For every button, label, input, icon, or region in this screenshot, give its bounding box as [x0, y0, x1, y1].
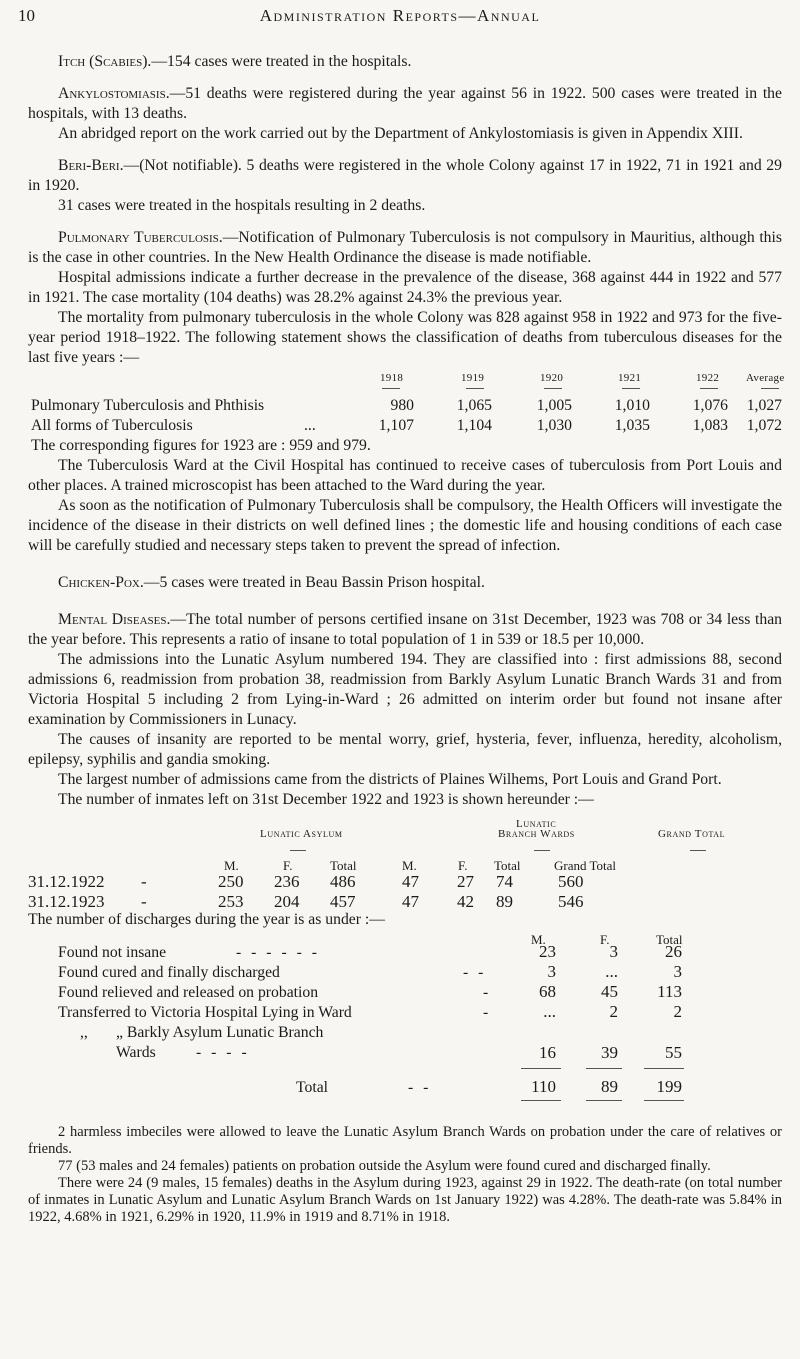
discharges-label: Found cured and finally discharged [58, 964, 280, 981]
chickenpox-paragraph [28, 573, 782, 593]
inmates-cell: 89 [496, 892, 513, 911]
tuberculosis-admissions: Hospital admissions indicate a further decrease in the prevalence of the disease, 368 against 444 in 1922 and 577 in 1921. The case mortality (104 deaths) was 28.2% against 24.3% the previous year. [28, 269, 782, 306]
inmates-cell: 546 [558, 892, 584, 911]
discharges-table [28, 930, 782, 1102]
ankylostomiasis-text: —51 deaths were registered during the year against 56 in 1922. 500 cases were treated in the hospitals, with 13 deaths. [28, 85, 782, 122]
beriberi-text: —(Not notifiable). 5 deaths were registered in the whole Colony against 17 in 1922, 71 in 1921 and 29 in 1920. [28, 157, 782, 194]
tb-row-label: Pulmonary Tuberculosis and Phthisis [31, 397, 265, 414]
itch-heading: Itch (Scabies). [58, 53, 152, 70]
discharges-ditto: ,, [80, 1024, 88, 1041]
discharges-leader: - [483, 984, 489, 1001]
discharges-cell: 39 [601, 1043, 618, 1062]
mental-districts: The largest number of admissions came from the districts of Plaines Wilhems, Port Louis and Grand Port. [58, 771, 722, 788]
discharges-cell: 3 [673, 962, 682, 981]
inmates-cell: 47 [402, 892, 419, 911]
inmates-sub: M. [402, 858, 417, 873]
tuberculosis-ward: The Tuberculosis Ward at the Civil Hospital has continued to receive cases of tuberculosis from Port Louis and other places. A trained microscopist has been attached to the Ward during the year. [28, 457, 782, 494]
tb-col-average: Average [746, 372, 785, 384]
discharges-total-cell: 89 [601, 1077, 618, 1096]
mental-admissions: The admissions into the Lunatic Asylum numbered 194. They are classified into : first admissions 88, second admissions 6, readmission from probation 38, readmission from Barkly Asylum Lunatic Branch Wards 31 and from Victoria Hospital 5 including 2 from Lying-in-Ward ; 26 admitted on interim order but found not insane after examination by Commissioners in Lunacy. [28, 651, 782, 728]
discharges-cell: 26 [665, 942, 682, 961]
tb-cell: 1,030 [536, 417, 572, 434]
inmates-sub: F. [458, 858, 468, 873]
mental-inmates-intro: The number of inmates left on 31st December 1922 and 1923 is shown hereunder :— [58, 791, 594, 808]
discharges-cell: 55 [665, 1043, 682, 1062]
tb-cell: 1,065 [456, 397, 492, 414]
itch-paragraph [28, 52, 782, 72]
tb-cell: 980 [390, 397, 414, 414]
inmates-cell: 560 [558, 872, 584, 891]
mental-deaths: There were 24 (9 males, 15 females) deaths in the Asylum during 1923, against 29 in 1922. The death-rate (on total number of inmates in Lunatic Asylum and Lunatic Asylum Branch Wards on 1st January 1922) was 4.28%. The death-rate was 5.84% in 1922, 4.68% in 1921, 6.29% in 1920, 11.9% in 1919 and 8.71% in 1918. [28, 1175, 782, 1225]
tb-col-1921: 1921 [618, 372, 642, 384]
discharges-label: „ Barkly Asylum Lunatic Branch [116, 1024, 324, 1041]
discharges-cell: 113 [657, 982, 682, 1001]
beriberi-cases: 31 cases were treated in the hospitals resulting in 2 deaths. [58, 197, 426, 214]
discharges-label: Transferred to Victoria Hospital Lying in Ward [58, 1004, 352, 1021]
inmates-cell: 27 [457, 872, 474, 891]
tuberculosis-mortality: The mortality from pulmonary tuberculosis in the whole Colony was 828 against 958 in 1922 and 973 for the five-year period 1918–1922. The following statement shows the classification of deaths from tuberculous diseases for the last five years :— [28, 309, 782, 366]
discharges-cell: 45 [601, 982, 618, 1001]
inmates-cell: 204 [274, 892, 300, 911]
tb-header-rules [28, 384, 782, 396]
inmates-group-branch-2: Branch Wards [498, 828, 575, 840]
tb-cell: 1,027 [746, 397, 782, 414]
inmates-sub: M. [224, 858, 239, 873]
beriberi-heading: Beri-Beri. [58, 157, 124, 174]
tb-cell: 1,076 [692, 397, 728, 414]
tb-cell: 1,035 [614, 417, 650, 434]
discharges-cell: 23 [539, 942, 556, 961]
inmates-row-date: 31.12.1922 [28, 872, 105, 891]
discharges-cell: 2 [609, 1002, 618, 1021]
tb-cell: 1,072 [746, 417, 782, 434]
discharges-total-leader: - - [408, 1079, 432, 1096]
tuberculosis-text: —Notification of Pulmonary Tuberculosis is not compulsory in Mauritius, although this is the case in other countries. In the New Health Ordinance the disease is made notifiable. [28, 229, 782, 266]
inmates-table [28, 814, 782, 910]
inmates-cell: 74 [496, 872, 513, 891]
discharges-col: F. [600, 932, 610, 947]
tuberculosis-1923-figures: The corresponding figures for 1923 are : 959 and 979. [31, 437, 371, 454]
discharges-total-label: Total [296, 1079, 329, 1096]
inmates-cell: 236 [274, 872, 300, 891]
discharges-cell: ... [543, 1002, 556, 1021]
tuberculosis-paragraph [28, 228, 782, 268]
inmates-cell: 457 [330, 892, 356, 911]
discharges-leader: - [483, 1004, 489, 1021]
mental-imbeciles: 2 harmless imbeciles were allowed to leave the Lunatic Asylum Branch Wards on probation under the care of relatives or friends. [28, 1124, 782, 1157]
mental-text: —The total number of persons certified insane on 31st December, 1923 was 708 or 34 less than the year before. This represents a ratio of insane to total population of 1 in 539 or 18.5 per 10,000. [28, 611, 783, 648]
page-number: 10 [18, 6, 35, 25]
tb-row-all-forms [28, 416, 782, 436]
discharges-total-cell: 199 [656, 1077, 682, 1096]
inmates-cell: 486 [330, 872, 356, 891]
tb-table-header [28, 368, 785, 384]
inmates-cell: 47 [402, 872, 419, 891]
tb-cell: 1,005 [536, 397, 572, 414]
tb-row-label: All forms of Tuberculosis [31, 417, 193, 434]
mental-causes: The causes of insanity are reported to be mental worry, grief, hysteria, fever, influenza, heredity, alcoholism, epilepsy, syphilis and gandia smoking. [28, 731, 782, 768]
discharges-label-cont: Wards [116, 1044, 156, 1061]
tb-cell: 1,107 [378, 417, 414, 434]
inmates-cell: 42 [457, 892, 474, 911]
tb-col-1918: 1918 [380, 372, 404, 384]
chickenpox-heading: Chicken-Pox. [58, 574, 144, 591]
tb-cell: 1,104 [456, 417, 492, 434]
ankylostomiasis-heading: Ankylostomiasis. [58, 85, 170, 102]
mental-paragraph [28, 610, 782, 650]
discharges-cell: 16 [539, 1043, 556, 1062]
discharges-col: M. [531, 932, 546, 947]
inmates-group-branch-1: Lunatic [516, 818, 557, 830]
tb-cell: 1,083 [692, 417, 728, 434]
tb-col-1920: 1920 [540, 372, 564, 384]
inmates-row-date: 31.12.1923 [28, 892, 105, 911]
discharges-intro: The number of discharges during the year is as under :— [28, 911, 385, 928]
discharges-leader: - - - - - - [236, 944, 320, 961]
discharges-leader: - - [463, 964, 487, 981]
discharges-label: Found relieved and released on probation [58, 984, 319, 1001]
mental-heading: Mental Diseases. [58, 611, 171, 628]
mental-probation: 77 (53 males and 24 females) patients on probation outside the Asylum were found cured and discharged finally. [58, 1158, 711, 1174]
discharges-label: Found not insane [58, 944, 167, 961]
discharges-col: Total [656, 932, 683, 947]
chickenpox-text: —5 cases were treated in Beau Bassin Prison hospital. [143, 574, 485, 591]
discharges-total-cell: 110 [531, 1077, 556, 1096]
inmates-sub: Grand Total [554, 858, 617, 873]
discharges-cell: 2 [673, 1002, 682, 1021]
inmates-cell: 253 [218, 892, 244, 911]
discharges-leader: - - - - [196, 1044, 250, 1061]
tb-cell: 1,010 [614, 397, 650, 414]
inmates-group-asylum: Lunatic Asylum [260, 828, 343, 840]
tb-col-1922: 1922 [696, 372, 720, 384]
tuberculosis-heading: Pulmonary Tuberculosis. [58, 229, 223, 246]
beriberi-paragraph [28, 156, 782, 196]
ankylostomiasis-paragraph [28, 84, 782, 124]
inmates-sub: F. [283, 858, 293, 873]
inmates-cell: 250 [218, 872, 244, 891]
ankylostomiasis-appendix-note: An abridged report on the work carried out by the Department of Ankylostomiasis is given in Appendix XIII. [58, 125, 743, 142]
tuberculosis-notification-plan: As soon as the notification of Pulmonary Tuberculosis shall be compulsory, the Health Officers will investigate the incidence of the disease in their districts on well defined lines ; the domestic life and housing conditions of each case will be carefully studied and necessary steps taken to prevent the spread of infection. [28, 497, 782, 554]
tb-col-1919: 1919 [461, 372, 485, 384]
page-body [28, 52, 785, 1226]
running-title: Administration Reports—Annual [259, 6, 541, 25]
inmates-row-dash: - [141, 872, 147, 891]
inmates-group-total: Grand Total [658, 828, 726, 840]
discharges-cell: 3 [547, 962, 556, 981]
discharges-cell: 68 [539, 982, 556, 1001]
tb-row-leader: ... [304, 417, 316, 434]
inmates-row-dash: - [141, 892, 147, 911]
inmates-sub: Total [330, 858, 357, 873]
inmates-sub: Total [494, 858, 521, 873]
itch-text: —154 cases were treated in the hospitals. [151, 53, 412, 70]
discharges-cell: ... [605, 962, 618, 981]
discharges-cell: 3 [609, 942, 618, 961]
tb-row-pulmonary [28, 396, 782, 416]
